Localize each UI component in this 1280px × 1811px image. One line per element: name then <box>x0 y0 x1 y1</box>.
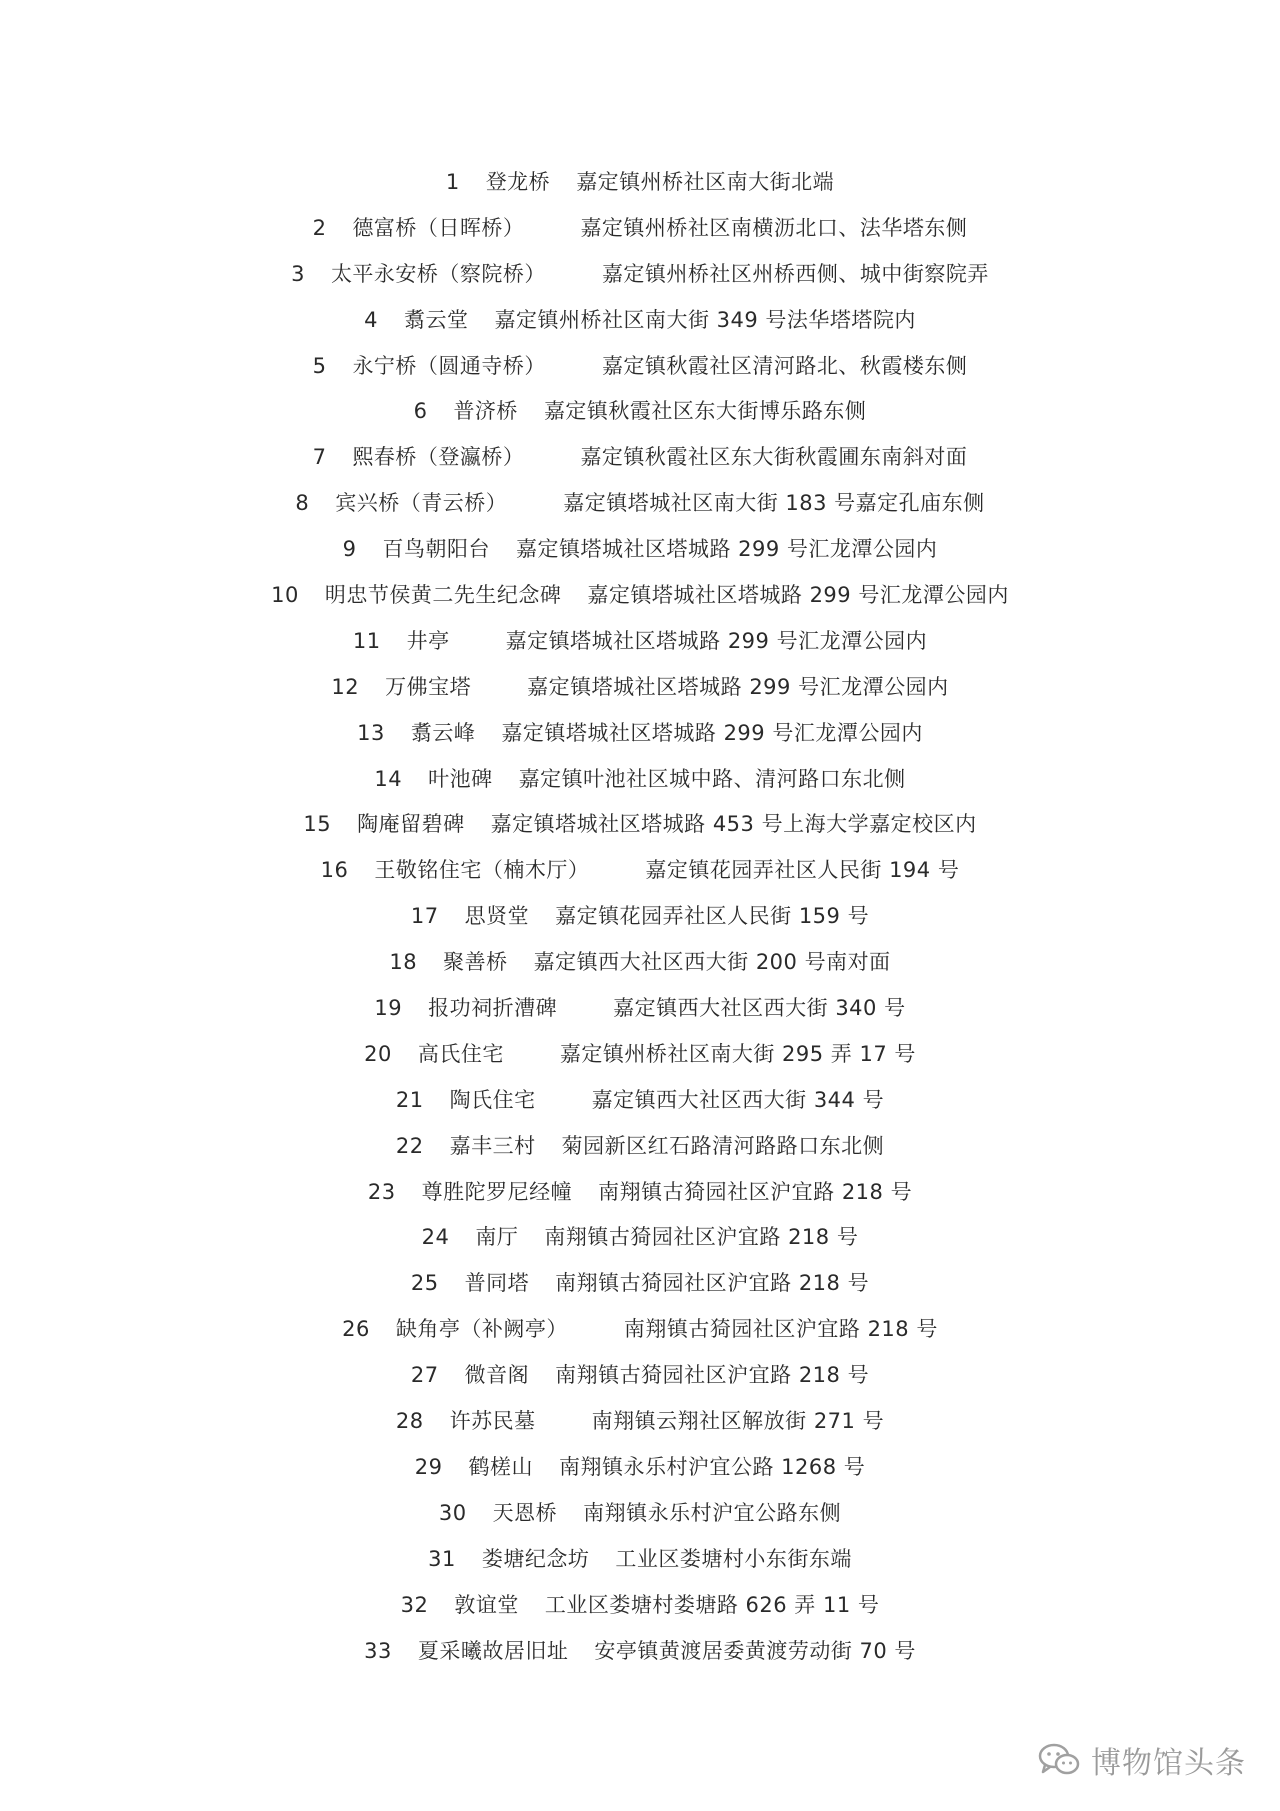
site-name: 太平永安桥（察院桥） <box>330 261 546 286</box>
item-number: 22 <box>395 1133 424 1158</box>
site-address: 嘉定镇塔城社区塔城路 299 号汇龙潭公园内 <box>501 720 923 745</box>
item-number: 16 <box>320 858 349 883</box>
list-item <box>0 1491 1280 1537</box>
site-address: 嘉定镇西大社区西大街 344 号 <box>591 1087 885 1112</box>
list-item <box>0 1307 1280 1353</box>
list-item <box>0 298 1280 344</box>
site-name: 永宁桥（圆通寺桥） <box>352 353 546 378</box>
site-address: 安亭镇黄渡居委黄渡劳动街 70 号 <box>594 1638 916 1663</box>
site-address: 嘉定镇塔城社区塔城路 299 号汇龙潭公园内 <box>515 537 938 562</box>
site-address: 嘉定镇西大社区西大街 340 号 <box>613 996 906 1021</box>
site-name: 聚善桥 <box>443 950 508 975</box>
list-item <box>0 665 1280 711</box>
list-item <box>0 711 1280 757</box>
site-name: 宾兴桥（青云桥） <box>335 491 508 516</box>
list-item <box>0 1583 1280 1629</box>
site-address: 菊园新区红石路清河路路口东北侧 <box>561 1133 885 1158</box>
site-address: 南翔镇古猗园社区沪宜路 218 号 <box>544 1225 859 1250</box>
site-name: 微音阁 <box>464 1363 530 1388</box>
item-number: 6 <box>413 399 428 424</box>
list-item <box>0 206 1280 252</box>
list-item <box>0 757 1280 803</box>
site-address: 嘉定镇塔城社区塔城路 299 号汇龙潭公园内 <box>527 674 949 699</box>
item-number: 31 <box>428 1546 456 1571</box>
site-name: 夏采曦故居旧址 <box>417 1638 569 1663</box>
site-address: 南翔镇云翔社区解放街 271 号 <box>591 1409 885 1434</box>
item-number: 26 <box>342 1317 370 1342</box>
item-number: 8 <box>295 491 310 516</box>
site-address: 嘉定镇西大社区西大街 200 号南对面 <box>533 950 891 975</box>
list-item <box>0 1537 1280 1583</box>
site-name: 百鸟朝阳台 <box>382 537 490 562</box>
item-number: 5 <box>312 353 327 378</box>
list-item <box>0 573 1280 619</box>
item-number: 25 <box>410 1271 439 1296</box>
list-item <box>0 619 1280 665</box>
site-address: 嘉定镇花园弄社区人民街 159 号 <box>555 904 870 929</box>
site-address: 工业区娄塘村小东街东端 <box>615 1546 852 1571</box>
item-number: 11 <box>352 628 381 653</box>
item-number: 30 <box>438 1500 467 1525</box>
site-name: 叶池碑 <box>428 766 493 791</box>
site-address: 嘉定镇塔城社区南大街 183 号嘉定孔庙东侧 <box>563 491 985 516</box>
item-number: 9 <box>342 537 357 562</box>
list-item <box>0 1261 1280 1307</box>
item-number: 29 <box>414 1454 443 1479</box>
site-name: 敦谊堂 <box>454 1592 519 1617</box>
item-number: 19 <box>374 996 403 1021</box>
item-number: 13 <box>357 720 385 745</box>
list-item <box>0 848 1280 894</box>
site-address: 南翔镇古猗园社区沪宜路 218 号 <box>598 1179 913 1204</box>
site-name: 德富桥（日晖桥） <box>352 215 525 240</box>
site-address: 嘉定镇秋霞社区东大街秋霞圃东南斜对面 <box>580 445 968 470</box>
watermark <box>1037 1735 1246 1785</box>
list-item <box>0 986 1280 1032</box>
site-name: 王敬铭住宅（楠木厅） <box>374 858 590 883</box>
heritage-site-list <box>0 160 1280 1674</box>
item-number: 2 <box>312 215 327 240</box>
site-address: 南翔镇永乐村沪宜公路东侧 <box>583 1500 842 1525</box>
item-number: 21 <box>395 1087 424 1112</box>
site-address: 南翔镇永乐村沪宜公路 1268 号 <box>558 1454 866 1479</box>
site-name: 思贤堂 <box>464 904 530 929</box>
site-address: 南翔镇古猗园社区沪宜路 218 号 <box>623 1317 938 1342</box>
site-name: 尊胜陀罗尼经幢 <box>421 1179 573 1204</box>
site-name: 南厅 <box>475 1225 519 1250</box>
item-number: 27 <box>410 1363 439 1388</box>
site-name: 鹤槎山 <box>468 1454 533 1479</box>
site-address: 嘉定镇塔城社区塔城路 299 号汇龙潭公园内 <box>587 583 1009 608</box>
list-item <box>0 435 1280 481</box>
item-number: 23 <box>367 1179 396 1204</box>
list-item <box>0 1353 1280 1399</box>
site-address: 嘉定镇州桥社区南大街 295 弄 17 号 <box>559 1041 916 1066</box>
item-number: 7 <box>312 445 327 470</box>
list-item <box>0 894 1280 940</box>
list-item <box>0 1170 1280 1216</box>
site-name: 陶氏住宅 <box>449 1087 536 1112</box>
site-name: 翥云峰 <box>410 720 476 745</box>
list-item <box>0 527 1280 573</box>
item-number: 24 <box>421 1225 450 1250</box>
site-name: 登龙桥 <box>485 170 551 194</box>
site-address: 嘉定镇州桥社区南大街北端 <box>576 170 835 194</box>
list-item <box>0 389 1280 435</box>
site-name: 高氏住宅 <box>417 1041 504 1066</box>
item-number: 10 <box>271 583 299 608</box>
site-name: 普济桥 <box>453 399 518 424</box>
site-address: 嘉定镇塔城社区塔城路 299 号汇龙潭公园内 <box>505 628 928 653</box>
item-number: 14 <box>374 766 403 791</box>
item-number: 17 <box>410 904 439 929</box>
item-number: 15 <box>303 812 332 837</box>
list-item <box>0 1078 1280 1124</box>
site-name: 嘉丰三村 <box>449 1133 536 1158</box>
list-item <box>0 1124 1280 1170</box>
site-name: 许苏民墓 <box>449 1409 536 1434</box>
site-name: 普同塔 <box>464 1271 530 1296</box>
site-address: 南翔镇古猗园社区沪宜路 218 号 <box>555 1271 870 1296</box>
site-address: 工业区娄塘村娄塘路 626 弄 11 号 <box>544 1592 880 1617</box>
site-name: 缺角亭（补阙亭） <box>395 1317 568 1342</box>
site-address: 南翔镇古猗园社区沪宜路 218 号 <box>555 1363 870 1388</box>
site-name: 熙春桥（登瀛桥） <box>352 445 525 470</box>
list-item <box>0 802 1280 848</box>
wechat-icon <box>1037 1742 1081 1778</box>
site-address: 嘉定镇塔城社区塔城路 453 号上海大学嘉定校区内 <box>490 812 977 837</box>
item-number: 28 <box>395 1409 424 1434</box>
list-item <box>0 940 1280 986</box>
site-name: 井亭 <box>406 628 450 653</box>
item-number: 4 <box>364 307 378 332</box>
site-address: 嘉定镇州桥社区南横沥北口、法华塔东侧 <box>580 215 968 240</box>
site-address: 嘉定镇秋霞社区清河路北、秋霞楼东侧 <box>601 353 968 378</box>
list-item <box>0 252 1280 298</box>
site-name: 天恩桥 <box>492 1500 558 1525</box>
site-address: 嘉定镇州桥社区南大街 349 号法华塔塔院内 <box>494 307 916 332</box>
item-number: 1 <box>445 170 460 194</box>
list-item <box>0 1629 1280 1675</box>
list-item <box>0 1399 1280 1445</box>
item-number: 33 <box>364 1638 392 1663</box>
item-number: 32 <box>400 1592 429 1617</box>
item-number: 3 <box>291 261 305 286</box>
watermark-text: 博物馆头条 <box>1091 1746 1246 1781</box>
list-item <box>0 160 1280 206</box>
site-name: 报功祠折漕碑 <box>428 996 558 1021</box>
site-name: 万佛宝塔 <box>385 674 472 699</box>
list-item <box>0 1215 1280 1261</box>
list-item <box>0 1445 1280 1491</box>
list-item <box>0 344 1280 390</box>
site-address: 嘉定镇花园弄社区人民街 194 号 <box>645 858 960 883</box>
site-name: 明忠节侯黄二先生纪念碑 <box>324 583 562 608</box>
site-address: 嘉定镇叶池社区城中路、清河路口东北侧 <box>518 766 906 791</box>
item-number: 20 <box>364 1041 392 1066</box>
site-address: 嘉定镇州桥社区州桥西侧、城中街察院弄 <box>601 261 989 286</box>
site-name: 陶庵留碧碑 <box>357 812 465 837</box>
site-name: 翥云堂 <box>403 307 469 332</box>
item-number: 12 <box>331 674 360 699</box>
list-item <box>0 481 1280 527</box>
site-name: 娄塘纪念坊 <box>481 1546 590 1571</box>
item-number: 18 <box>389 950 418 975</box>
site-address: 嘉定镇秋霞社区东大街博乐路东侧 <box>543 399 867 424</box>
list-item <box>0 1032 1280 1078</box>
